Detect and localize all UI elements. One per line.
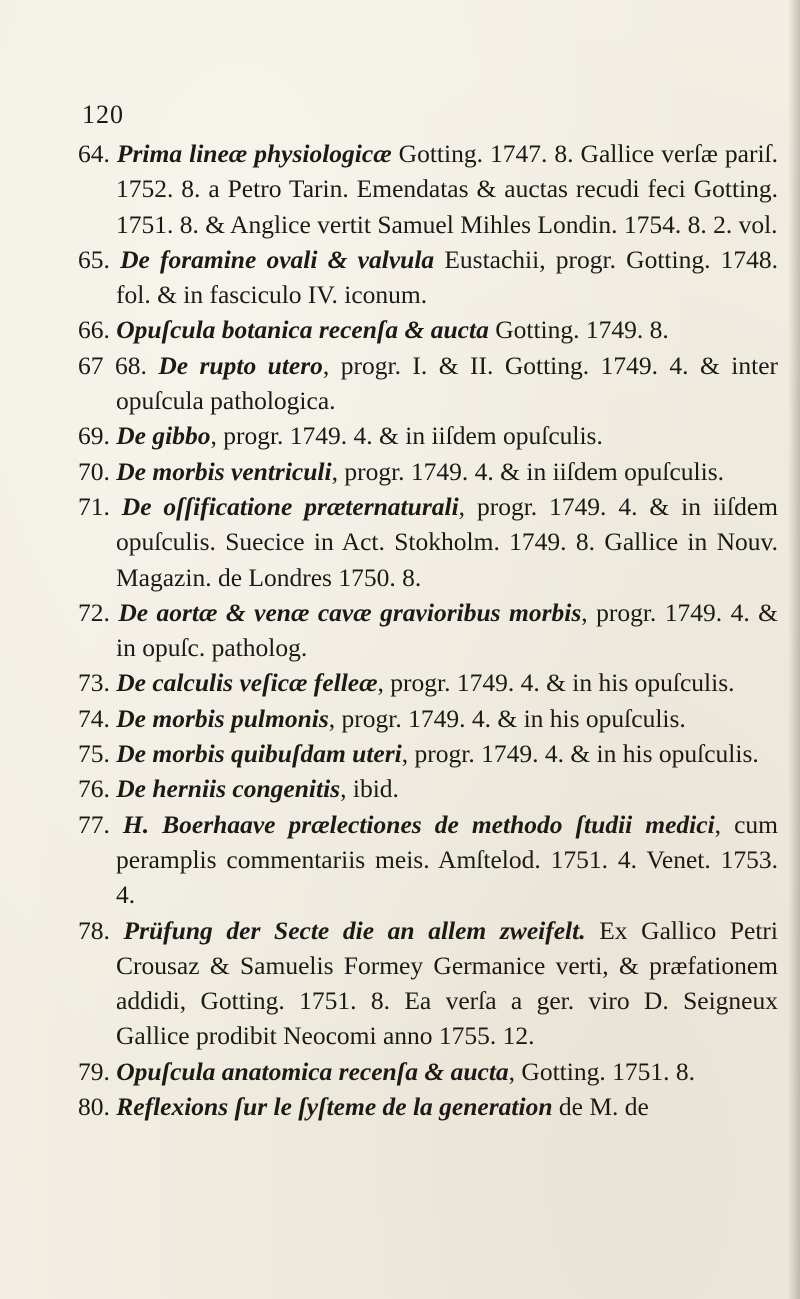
- list-item: [78, 136, 778, 242]
- entry-title: De calculis veſicæ felleæ: [116, 668, 378, 698]
- entry-text: , progr. 1749. 4. & in his opuſculis.: [328, 703, 686, 733]
- entry-title: De gibbo: [116, 421, 211, 451]
- entry-number: 77.: [78, 809, 110, 839]
- entry-number: 75.: [78, 739, 110, 769]
- entry-text: , cum peramplis commentariis meis. Amſtelod. 1751. 4. Venet. 1753. 4.: [116, 809, 778, 910]
- entry-title: De aortæ & venæ cavæ gravioribus morbis: [118, 597, 582, 627]
- entry-number: 65.: [78, 244, 110, 274]
- list-item: [78, 701, 778, 736]
- entry-text: , progr. 1749. 4. & in opuſc. patholog.: [116, 597, 778, 663]
- entry-text: Gotting. 1749. 8.: [488, 315, 669, 345]
- page-edge-shadow: [788, 0, 800, 1299]
- list-item: [78, 665, 778, 700]
- list-item: [78, 807, 778, 913]
- entry-number: 66.: [78, 315, 110, 345]
- entry-title: De morbis ventriculi: [116, 456, 332, 486]
- entry-text: Ex Gallico Petri Crousaz & Samuelis Formey Germanice verti, & præfationem addidi, Gotting. 1751. 8. Ea verſa a ger. viro D. Seigneux Gallice prodibit Neocomi anno 1755. 12.: [116, 915, 778, 1051]
- entry-text: , progr. 1749. 4. & in iiſdem opuſculis. Suecice in Act. Stokholm. 1749. 8. Gallice in Nouv. Magazin. de Londres 1750. 8.: [116, 491, 779, 592]
- entry-number: 80.: [78, 1092, 110, 1122]
- entry-title: De foramine ovali & valvula: [120, 244, 435, 274]
- entry-number: 78.: [78, 915, 110, 945]
- entry-text: Gotting. 1747. 8. Gallice verſæ pariſ. 1752. 8. a Petro Tarin. Emendatas & auctas recudi feci Gotting. 1751. 8. & Anglice vertit Samuel Mihles Londin. 1754. 8. 2. vol.: [116, 139, 778, 239]
- list-item: [78, 771, 778, 806]
- entry-title: De morbis pulmonis: [116, 703, 329, 733]
- entry-title: De morbis quibuſdam uteri: [116, 739, 402, 769]
- entry-title: De oſſificatione præternaturali: [121, 491, 459, 521]
- bibliography-list: [78, 136, 778, 1124]
- entry-text: , progr. I. & II. Gotting. 1749. 4. & inter opuſcula pathologica.: [116, 350, 779, 416]
- list-item: [78, 1089, 778, 1124]
- list-item: [78, 736, 778, 771]
- list-item: [78, 312, 778, 347]
- list-item: [78, 418, 778, 453]
- entry-title: De herniis congenitis: [116, 774, 341, 804]
- entry-text: , progr. 1749. 4. & in his opuſculis.: [401, 739, 759, 769]
- entry-number: 72.: [78, 597, 110, 627]
- entry-text: , ibid.: [340, 774, 399, 804]
- list-item: [78, 1054, 778, 1089]
- entry-number: 70.: [78, 456, 110, 486]
- entry-number: 79.: [78, 1056, 110, 1086]
- entry-title: Prima lineæ physiologicæ: [116, 139, 392, 168]
- entry-text: de M. de: [552, 1092, 649, 1122]
- entry-text: , progr. 1749. 4. & in iiſdem opuſculis.: [331, 456, 724, 486]
- entry-number: 69.: [78, 421, 110, 451]
- entry-title: Prüfung der Secte die an allem zweifelt.: [123, 915, 586, 945]
- page-number: 120: [82, 100, 124, 129]
- entry-number: 64.: [78, 139, 110, 168]
- entry-text: , Gotting. 1751. 8.: [508, 1056, 695, 1086]
- entry-number: 73.: [78, 668, 110, 698]
- list-item: [78, 489, 778, 595]
- entry-title: De rupto utero: [158, 350, 323, 380]
- entry-text: , progr. 1749. 4. & in his opuſculis.: [377, 668, 735, 698]
- entry-number: 76.: [78, 774, 110, 804]
- entry-number: 71.: [78, 491, 110, 521]
- entry-number: 67 68.: [78, 350, 147, 380]
- entry-title: Reflexions ſur le ſyſteme de la generation: [116, 1092, 553, 1122]
- entry-text: Eustachii, progr. Gotting. 1748. fol. & in fasciculo IV. iconum.: [116, 244, 779, 310]
- list-item: [78, 913, 778, 1054]
- list-item: [78, 595, 778, 666]
- entry-number: 74.: [78, 703, 110, 733]
- list-item: [78, 242, 778, 313]
- entry-title: Opuſcula botanica recenſa & aucta: [116, 315, 489, 345]
- entry-text: , progr. 1749. 4. & in iiſdem opuſculis.: [210, 421, 603, 451]
- entry-title: Opuſcula anatomica recenſa & aucta: [116, 1056, 509, 1086]
- list-item: [78, 348, 778, 419]
- entry-title: H. Boerhaave prælectiones de methodo ſtudii medici: [122, 809, 715, 839]
- list-item: [78, 454, 778, 489]
